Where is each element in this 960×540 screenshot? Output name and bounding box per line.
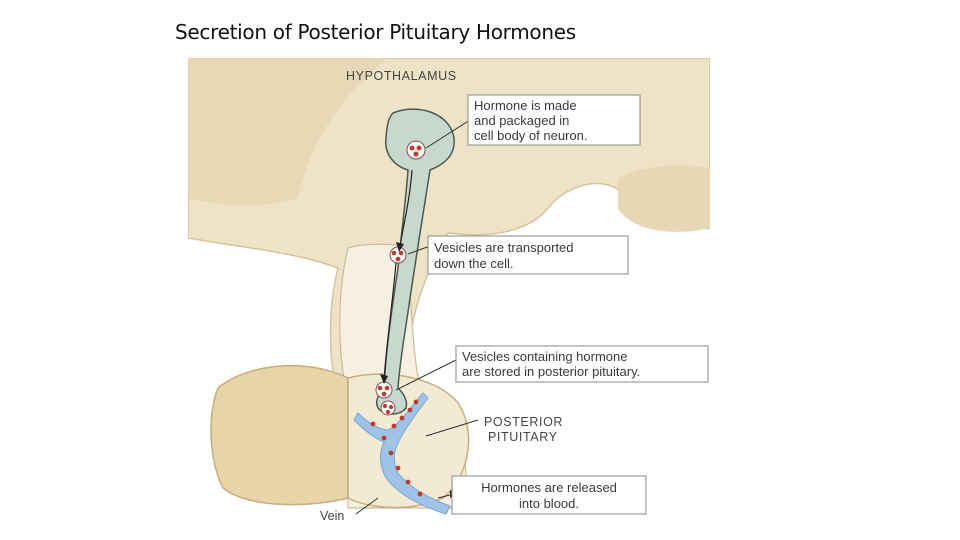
vesicle-cluster-axon	[390, 247, 406, 263]
vesicle-cluster-cell-body	[407, 141, 425, 159]
callout-stored	[456, 346, 708, 382]
callout-4-line-2: into blood.	[519, 496, 579, 511]
label-posterior-pituitary-line2: PITUITARY	[488, 430, 558, 444]
callout-made-packaged	[468, 95, 640, 145]
label-posterior-pituitary-line1: POSTERIOR	[484, 415, 564, 429]
slide-title: Secretion of Posterior Pituitary Hormones	[175, 20, 576, 44]
callout-1-line-1: Hormone is made	[474, 98, 577, 113]
callout-3-line-1: Vesicles containing hormone	[462, 349, 628, 364]
anterior-pituitary	[211, 366, 348, 505]
callout-released	[452, 476, 646, 514]
label-hypothalamus: HYPOTHALAMUS	[346, 69, 457, 83]
callout-2-line-2: down the cell.	[434, 256, 514, 271]
callout-3-line-2: are stored in posterior pituitary.	[462, 364, 641, 379]
callout-1-line-3: cell body of neuron.	[474, 128, 588, 143]
pituitary-diagram	[188, 58, 710, 528]
callout-transported	[428, 236, 628, 274]
label-vein: Vein	[320, 509, 345, 523]
callout-4-line-1: Hormones are released	[481, 480, 617, 495]
callout-1-line-2: and packaged in	[474, 113, 570, 128]
callout-2-line-1: Vesicles are transported	[434, 240, 574, 255]
